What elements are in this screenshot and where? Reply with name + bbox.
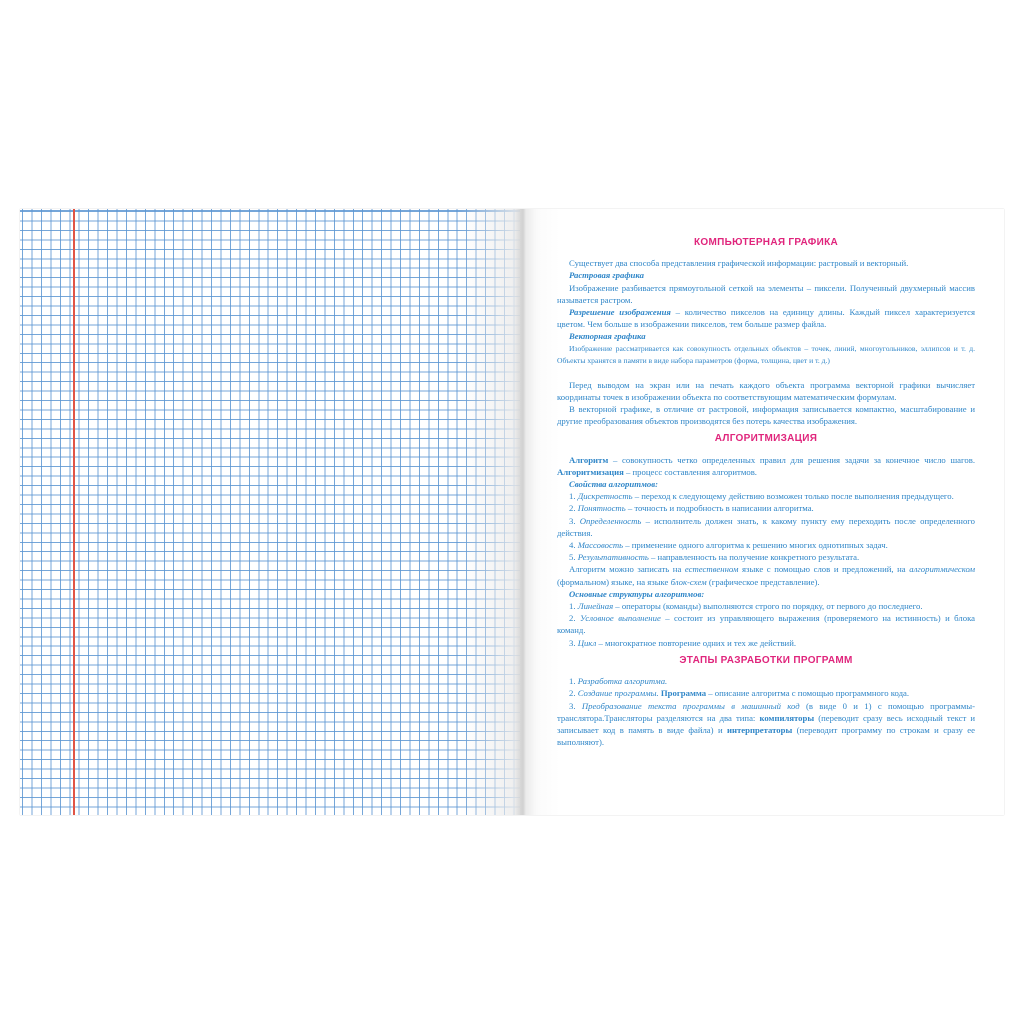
- list-item: 2. Создание программы. Программа – описание алгоритма с помощью программного кода.: [569, 688, 910, 699]
- info-content: [557, 237, 975, 748]
- list-item: 3. Определенность – исполнитель должен знать, к какому пункту ему переходить после определенного действия.: [557, 515, 975, 538]
- paragraph-languages: Алгоритм можно записать на естественном языке с помощью слов и предложений, на алгоритмическом (формальном) языке, на языке блок-схем (графическое представление).: [557, 564, 975, 587]
- heading-computer-graphics: КОМПЬЮТЕРНАЯ ГРАФИКА: [694, 237, 838, 248]
- list-item: 5. Результативность – направленность на получение конкретного результата.: [569, 552, 860, 563]
- paragraph-vector-output: Перед выводом на экран или на печать каждого объекта программа векторной графики вычисляет координаты точек в изображении объекта по соответствующим математическим формулам.: [557, 379, 975, 402]
- subheading-properties: Свойства алгоритмов:: [569, 479, 659, 490]
- list-item: 1. Линейная – операторы (команды) выполняются строго по порядку, от первого до последнего.: [569, 601, 923, 612]
- grid-page: [20, 209, 520, 815]
- list-item: 3. Преобразование текста программы в машинный код (в виде 0 и 1) с помощью программы-транслятора.Трансляторы разделяются на два типа: компиляторы (переводит сразу весь исходный текст и записывает код в память в виде файла) и интерпретаторы (переводит программу по строкам и сразу ее выполняют).: [557, 700, 976, 748]
- info-page: [520, 209, 1004, 815]
- list-item: 4. Массовость – применение одного алгоритма к решению многих однотипных задач.: [569, 540, 888, 551]
- page-fold: [514, 209, 534, 815]
- margin-line: [73, 209, 75, 815]
- paragraph-algorithm-def: Алгоритм – совокупность четко определенных правил для решения задачи за конечное число шагов. Алгоритмизация – процесс составления алгоритмов.: [557, 454, 975, 477]
- heading-program-stages: ЭТАПЫ РАЗРАБОТКИ ПРОГРАММ: [679, 654, 853, 666]
- subheading-raster: Растровая графика: [569, 270, 644, 281]
- list-item: 2. Условное выполнение – состоит из управляющего выражения (проверяемого на истинность) и блока команд.: [557, 613, 976, 636]
- subheading-structures: Основные структуры алгоритмов:: [569, 588, 705, 599]
- paragraph-resolution: Разрешение изображения – количество пикселов на единицу длины. Каждый пиксел характеризуется цветом. Чем больше в изображении пикселов, тем больше размер файла.: [557, 307, 975, 330]
- list-item: 3. Цикл – многократное повторение одних и тех же действий.: [569, 637, 797, 648]
- paragraph-raster: Изображение разбивается прямоугольной сеткой на элементы – пиксели. Полученный двухмерный массив называется растром.: [557, 282, 975, 305]
- paragraph-intro: Существует два способа представления графической информации: растровый и векторный.: [569, 258, 909, 269]
- list-item: 2. Понятность – точность и подробность в написании алгоритма.: [569, 503, 814, 514]
- heading-algorithmization: АЛГОРИТМИЗАЦИЯ: [714, 433, 818, 445]
- list-item: 1. Разработка алгоритма.: [569, 676, 668, 687]
- list-item: 1. Дискретность – переход к следующему действию возможен только после выполнения предыдущего.: [569, 491, 954, 502]
- notebook-spread: [20, 209, 1004, 815]
- paragraph-vector-compact: В векторной графике, в отличие от растровой, информация записывается компактно, масштабирование и другие преобразования объектов производятся без потерь качества изображения.: [557, 404, 975, 427]
- subheading-vector: Векторная графика: [569, 331, 646, 342]
- paragraph-vector: Изображение рассматривается как совокупность отдельных объектов – точек, линий, многоугольников, эллипсов и т. д. Объекты хранятся в памяти в виде набора параметров (форма, толщина, цвет и т. д.): [557, 343, 975, 365]
